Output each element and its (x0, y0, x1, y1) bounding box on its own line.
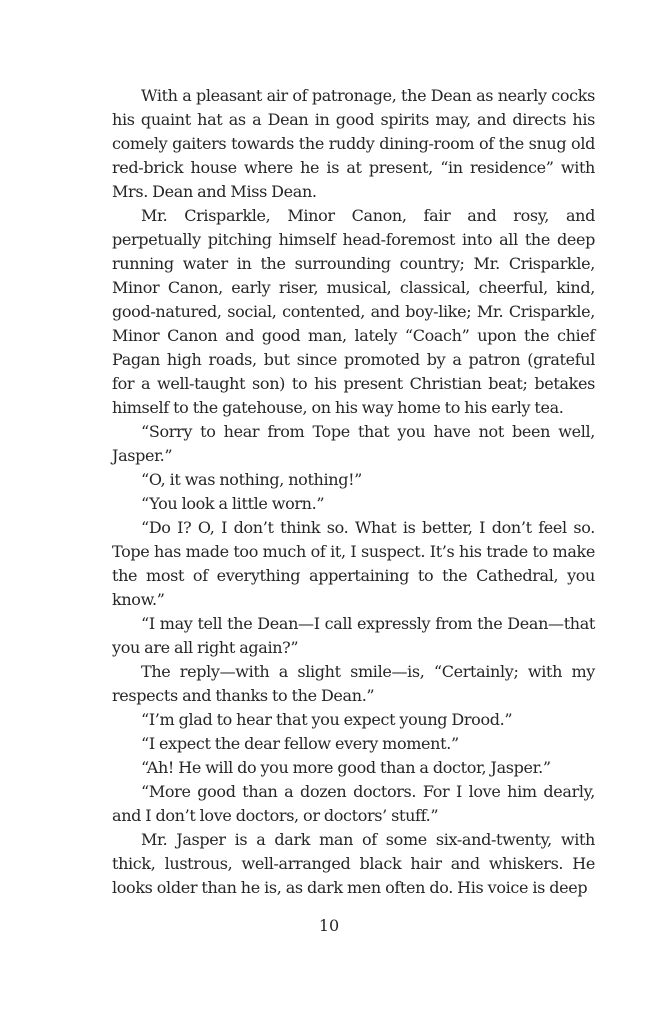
page-number: 10 (318, 916, 340, 935)
paragraph: Mr. Jasper is a dark man of some six-and-twenty, with thick, lustrous, well-arranged black hair and whiskers. He looks older than he is, as dark men often do. His voice is deep (112, 830, 595, 897)
paragraph: With a pleasant air of patronage, the Dean as nearly cocks his quaint hat as a Dean in good spirits may, and directs his comely gaiters towards the ruddy dining-room of the snug old red-brick house where he is at present, “in residence” with Mrs. Dean and Miss Dean. (112, 86, 595, 201)
paragraph: “O, it was nothing, nothing!” (141, 470, 362, 489)
paragraph: “You look a little worn.” (141, 494, 325, 513)
paragraph: “I may tell the Dean—I call expressly from the Dean—that you are all right again?” (112, 614, 595, 657)
paragraph: The reply—with a slight smile—is, “Certainly; with my respects and thanks to the Dean.” (112, 662, 595, 705)
body-text (112, 84, 595, 900)
paragraph: “Do I? O, I don’t think so. What is better, I don’t feel so. Tope has made too much of it, I suspect. It’s his trade to make the most of everything appertaining to the Cathedral, you know.” (112, 518, 595, 609)
paragraph: Mr. Crisparkle, Minor Canon, fair and rosy, and perpetually pitching himself head-foremost into all the deep running water in the surrounding country; Mr. Crisparkle, Minor Canon, early riser, musical, classical, cheerful, kind, good-natured, social, contented, and boy-like; Mr. Crisparkle, Minor Canon and good man, lately “Coach” upon the chief Pagan high roads, but since promoted by a patron (grateful for a well-taught son) to his present Christian beat; betakes himself to the gatehouse, on his way home to his early tea. (112, 206, 595, 417)
paragraph: “Ah! He will do you more good than a doctor, Jasper.” (141, 758, 551, 777)
paragraph: “I’m glad to hear that you expect young Drood.” (141, 710, 513, 729)
paragraph: “Sorry to hear from Tope that you have not been well, Jasper.” (112, 422, 595, 465)
paragraph: “More good than a dozen doctors. For I love him dearly, and I don’t love doctors, or doctors’ stuff.” (112, 782, 595, 825)
paragraph: “I expect the dear fellow every moment.” (141, 734, 459, 753)
